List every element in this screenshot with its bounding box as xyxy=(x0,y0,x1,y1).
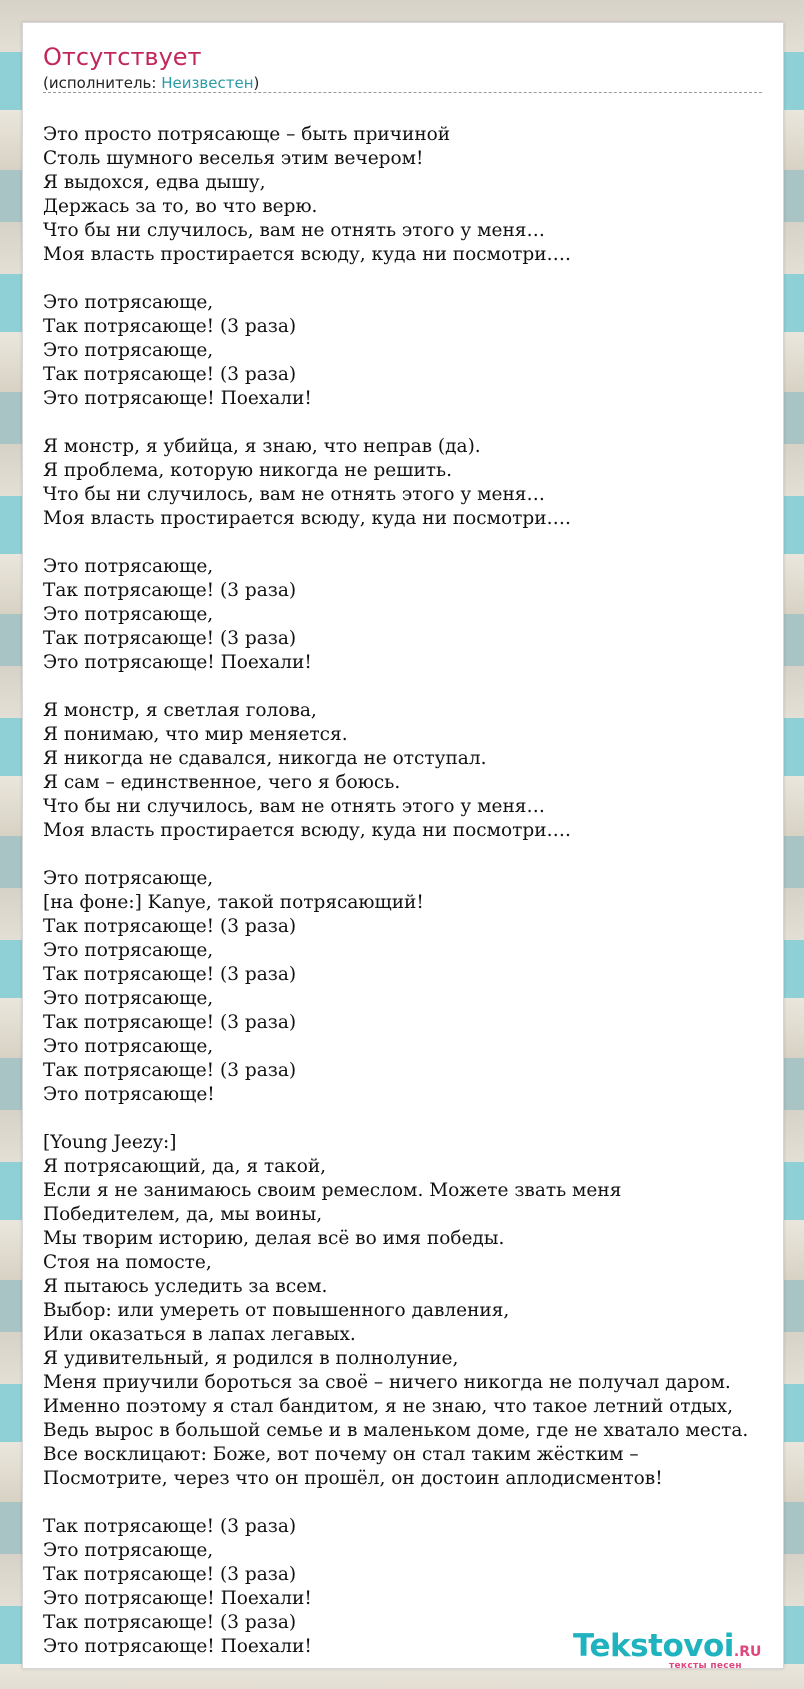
lyric-line: Столь шумного веселья этим вечером! xyxy=(43,148,424,169)
lyric-line: Это потрясающе, xyxy=(43,988,214,1009)
lyric-line: Выбор: или умереть от повышенного давления, xyxy=(43,1300,510,1321)
lyric-line xyxy=(43,411,783,435)
song-title: Отсутствует xyxy=(43,43,202,71)
lyric-line xyxy=(43,267,783,291)
lyric-line: Это потрясающе, xyxy=(43,340,214,361)
lyric-line: Так потрясающе! (3 раза) xyxy=(43,1012,297,1033)
lyric-line: Ведь вырос в большой семье и в маленьком доме, где не хватало места. xyxy=(43,1420,749,1441)
lyric-line: Я проблема, которую никогда не решить. xyxy=(43,460,452,481)
lyric-line: Так потрясающе! (3 раза) xyxy=(43,1516,297,1537)
lyric-line: Это потрясающе, xyxy=(43,940,214,961)
lyric-line: Меня приучили бороться за своё – ничего никогда не получал даром. xyxy=(43,1372,731,1393)
lyrics-text xyxy=(43,123,783,1659)
lyric-line: Что бы ни случилось, вам не отнять этого у меня… xyxy=(43,796,545,817)
lyric-line: Держась за то, во что верю. xyxy=(43,196,318,217)
lyric-line: Это потрясающе! Поехали! xyxy=(43,388,312,409)
lyrics-page xyxy=(22,22,784,1669)
lyric-line: Это потрясающе! Поехали! xyxy=(43,1636,312,1657)
lyric-line: Именно поэтому я стал бандитом, я не знаю, что такое летний отдых, xyxy=(43,1396,733,1417)
lyric-line: Так потрясающе! (3 раза) xyxy=(43,580,297,601)
lyric-line: Я сам – единственное, чего я боюсь. xyxy=(43,772,401,793)
lyric-line: Так потрясающе! (3 раза) xyxy=(43,364,297,385)
lyric-line: Это просто потрясающе – быть причиной xyxy=(43,124,451,145)
logo-name: Tekstovoi xyxy=(573,1628,734,1664)
lyric-line: Посмотрите, через что он прошёл, он достоин аплодисментов! xyxy=(43,1468,663,1489)
lyric-line: Я никогда не сдавался, никогда не отступал. xyxy=(43,748,487,769)
artist-suffix: ) xyxy=(253,74,260,92)
lyric-line: Это потрясающе, xyxy=(43,868,214,889)
lyric-line: Если я не занимаюсь своим ремеслом. Можете звать меня xyxy=(43,1180,622,1201)
lyric-line: Так потрясающе! (3 раза) xyxy=(43,316,297,337)
lyric-line: Или оказаться в лапах легавых. xyxy=(43,1324,356,1345)
lyric-line: Моя власть простирается всюду, куда ни посмотри…. xyxy=(43,820,571,841)
lyric-line xyxy=(43,1491,783,1515)
lyric-line: Так потрясающе! (3 раза) xyxy=(43,964,297,985)
lyric-line xyxy=(43,675,783,699)
lyric-line: Моя власть простирается всюду, куда ни посмотри…. xyxy=(43,244,571,265)
lyric-line: Что бы ни случилось, вам не отнять этого у меня… xyxy=(43,220,545,241)
lyric-line: Я монстр, я убийца, я знаю, что неправ (да). xyxy=(43,436,481,457)
lyric-line: Я потрясающий, да, я такой, xyxy=(43,1156,327,1177)
lyric-line: Это потрясающе! Поехали! xyxy=(43,652,312,673)
logo-tagline: тексты песен xyxy=(669,1661,742,1671)
logo-tld: .RU xyxy=(733,1644,762,1660)
lyric-line: Я пытаюсь уследить за всем. xyxy=(43,1276,328,1297)
lyric-line: Так потрясающе! (3 раза) xyxy=(43,1060,297,1081)
lyric-line: Это потрясающе, xyxy=(43,604,214,625)
lyric-line: Стоя на помосте, xyxy=(43,1252,212,1273)
lyric-line: Моя власть простирается всюду, куда ни посмотри…. xyxy=(43,508,571,529)
lyric-line xyxy=(43,531,783,555)
lyric-line: Мы творим историю, делая всё во имя победы. xyxy=(43,1228,505,1249)
lyric-line: Так потрясающе! (3 раза) xyxy=(43,628,297,649)
artist-line xyxy=(43,73,259,93)
lyric-line: Победителем, да, мы воины, xyxy=(43,1204,323,1225)
artist-prefix: (исполнитель: xyxy=(43,74,162,92)
lyric-line: [на фоне:] Kanye, такой потрясающий! xyxy=(43,892,424,913)
title-divider xyxy=(43,92,762,93)
artist-link[interactable]: Неизвестен xyxy=(161,74,254,92)
lyric-line: Так потрясающе! (3 раза) xyxy=(43,1564,297,1585)
lyric-line: Все восклицают: Боже, вот почему он стал таким жёстким – xyxy=(43,1444,639,1465)
lyric-line: Это потрясающе, xyxy=(43,1036,214,1057)
lyric-line: Это потрясающе, xyxy=(43,1540,214,1561)
site-logo[interactable] xyxy=(573,1629,783,1673)
lyric-line xyxy=(43,1107,783,1131)
lyric-line: Я удивительный, я родился в полнолуние, xyxy=(43,1348,459,1369)
lyric-line: Я монстр, я светлая голова, xyxy=(43,700,317,721)
lyric-line: Я выдохся, едва дышу, xyxy=(43,172,266,193)
lyric-line: Так потрясающе! (3 раза) xyxy=(43,916,297,937)
lyric-line: Это потрясающе! xyxy=(43,1084,215,1105)
lyric-line: Так потрясающе! (3 раза) xyxy=(43,1612,297,1633)
lyric-line: Это потрясающе, xyxy=(43,292,214,313)
lyric-line xyxy=(43,843,783,867)
lyric-line: Это потрясающе! Поехали! xyxy=(43,1588,312,1609)
lyric-line: [Young Jeezy:] xyxy=(43,1132,177,1153)
lyric-line: Что бы ни случилось, вам не отнять этого у меня… xyxy=(43,484,545,505)
lyric-line: Это потрясающе, xyxy=(43,556,214,577)
lyric-line: Я понимаю, что мир меняется. xyxy=(43,724,348,745)
